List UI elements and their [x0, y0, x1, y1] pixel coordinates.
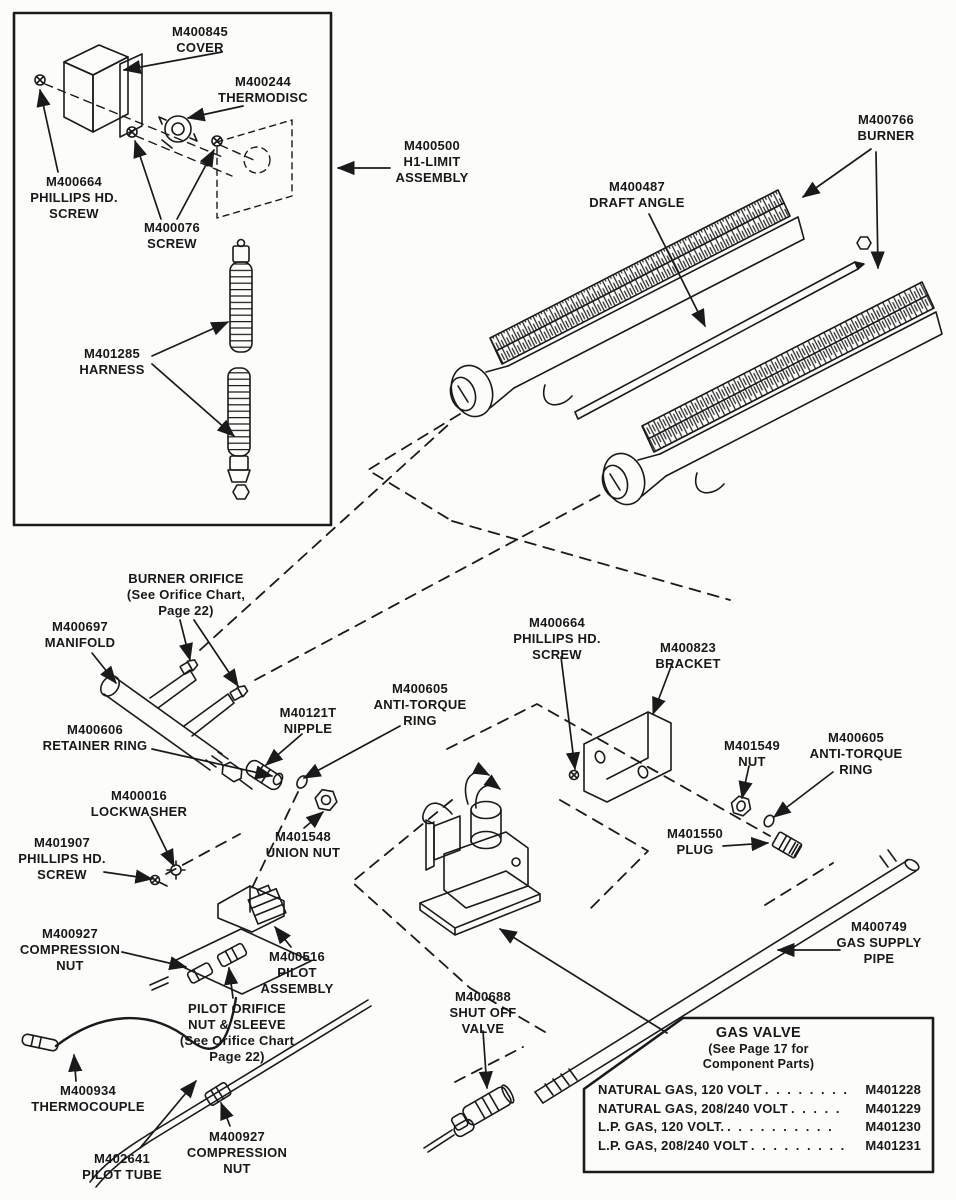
part-label-line: UNION NUT — [265, 845, 341, 860]
pilot-assembly-drawing — [218, 883, 286, 932]
part-label-line: COVER — [176, 40, 224, 55]
part-label-line: COMPRESSION — [19, 942, 121, 957]
part-label-line: M400823 — [660, 640, 716, 655]
part-label-line: MANIFOLD — [44, 635, 116, 650]
thermocouple-drawing — [21, 998, 236, 1052]
part-label-line: PILOT — [277, 965, 317, 980]
part-label-line: M400934 — [60, 1083, 116, 1098]
part-label-line: ASSEMBLY — [395, 170, 469, 185]
screw-alignment-dashed — [45, 84, 256, 176]
part-label-line: M400076 — [144, 220, 200, 235]
part-label-line: THERMODISC — [218, 90, 308, 105]
part-label-line: BRACKET — [655, 656, 721, 671]
gas-valve-subtitle-1: (See Page 17 for — [708, 1042, 809, 1056]
part-label-line: M400697 — [52, 619, 108, 634]
part-label-line: BURNER — [857, 128, 915, 143]
part-label-line: NIPPLE — [283, 721, 333, 736]
part-label-line: M401285 — [84, 346, 140, 361]
part-label-line: ANTI-TORQUE — [809, 746, 903, 761]
part-label-line: NUT — [738, 754, 766, 769]
part-label-line: M40121T — [279, 705, 337, 720]
part-label-line: H1-LIMIT — [403, 154, 461, 169]
part-label-line: PLUG — [676, 842, 714, 857]
part-label-line: PILOT ORIFICE — [188, 1001, 286, 1016]
part-label-line: COMPRESSION — [186, 1145, 288, 1160]
part-label-line: Page 22) — [209, 1049, 265, 1064]
part-label-line: M400606 — [67, 722, 123, 737]
part-label-line: (See Orifice Chart, — [126, 587, 246, 602]
part-label-line: ASSEMBLY — [260, 981, 334, 996]
shut-off-valve-drawing — [424, 1084, 516, 1152]
gas-valve-row-dots: . . . . . . . . . . — [727, 1119, 834, 1134]
retainer-ring-drawing — [272, 772, 285, 786]
part-label-line: M400766 — [858, 112, 914, 127]
part-label-line: NUT — [223, 1161, 251, 1176]
gas-valve-row-name: NATURAL GAS, 208/240 VOLT — [598, 1100, 788, 1116]
part-label-line: PHILLIPS HD. — [513, 631, 601, 646]
thermodisc-drawing — [159, 116, 197, 148]
part-label-line: PHILLIPS HD. — [18, 851, 106, 866]
gas-valve-row — [598, 1100, 921, 1119]
part-label-line: M400845 — [172, 24, 228, 39]
part-label-line: HARNESS — [79, 362, 145, 377]
mounting-plate-dashed — [217, 120, 292, 218]
gas-valve-title: GAS VALVE — [715, 1025, 802, 1041]
hi-limit-inset-box — [14, 13, 331, 525]
gas-valve-row-part: M401231 — [865, 1137, 921, 1153]
part-label-line: M400749 — [851, 919, 907, 934]
harness-drawing — [228, 240, 252, 500]
part-label-line: RETAINER RING — [42, 738, 148, 753]
part-label-line: SCREW — [49, 206, 99, 221]
part-label-line: SCREW — [37, 867, 87, 882]
gas-valve-row — [598, 1137, 921, 1156]
phillips-screw-2-drawing — [151, 876, 168, 887]
part-label-line: M400605 — [828, 730, 884, 745]
gas-valve-row-dots: . . . . . — [790, 1100, 842, 1116]
phillips-screw-3-drawing — [570, 771, 579, 780]
part-label-line: M401907 — [34, 835, 90, 850]
part-label-line: ANTI-TORQUE — [373, 697, 467, 712]
part-label-line: M401548 — [275, 829, 331, 844]
gas-valve-row-name: NATURAL GAS, 120 VOLT — [598, 1082, 762, 1097]
part-label-line: GAS SUPPLY — [836, 935, 922, 950]
gas-valve-subtitle-2: Component Parts) — [702, 1057, 815, 1071]
burner-orifice-fitting-1 — [179, 658, 198, 676]
gas-valve-drawing — [420, 772, 540, 935]
gas-valve-callout — [584, 1018, 933, 1172]
part-label-line: M400244 — [235, 74, 291, 89]
part-label-line: DRAFT ANGLE — [589, 195, 685, 210]
burner-mount-nut — [857, 237, 871, 249]
gas-valve-row — [598, 1118, 921, 1137]
harness-nut — [233, 485, 249, 499]
gas-valve-row-name: L.P. GAS, 208/240 VOLT — [598, 1137, 748, 1153]
part-label-line: M401549 — [724, 738, 780, 753]
part-label-line: LOCKWASHER — [90, 804, 188, 819]
part-label-line: M400016 — [111, 788, 167, 803]
gas-valve-row-dots: . . . . . . . . . — [750, 1137, 847, 1153]
burner-orifice-fitting-2 — [229, 684, 248, 702]
bracket-drawing — [584, 712, 671, 802]
part-label-line: M402641 — [94, 1151, 150, 1166]
part-label-line: PILOT TUBE — [82, 1167, 162, 1182]
part-label-line: M400927 — [42, 926, 98, 941]
part-label-line: (See Orifice Chart — [179, 1033, 295, 1048]
cover-drawing — [64, 45, 142, 137]
part-label-line: SCREW — [147, 236, 197, 251]
gas-valve-row-part: M401230 — [865, 1119, 921, 1134]
part-label-line: M400688 — [455, 989, 511, 1004]
part-label-line: M400664 — [46, 174, 102, 189]
part-label-line: BURNER ORIFICE — [128, 571, 244, 586]
gas-valve-row-name: L.P. GAS, 120 VOLT. — [598, 1119, 725, 1134]
part-label-line: M400605 — [392, 681, 448, 696]
gas-valve-part-list — [598, 1081, 921, 1155]
part-label-line: SCREW — [532, 647, 582, 662]
part-label-line: SHUT OFF — [449, 1005, 517, 1020]
part-label-line: RING — [403, 713, 437, 728]
part-label-line: THERMOCOUPLE — [31, 1099, 145, 1114]
part-label-line: M401550 — [667, 826, 723, 841]
part-label-line: M400487 — [609, 179, 665, 194]
part-label-line: Page 22) — [158, 603, 214, 618]
part-label-line: M400664 — [529, 615, 585, 630]
union-nut-drawing — [314, 789, 339, 812]
part-label-line: NUT & SLEEVE — [188, 1017, 286, 1032]
gas-valve-row-dots: . . . . . . . . — [764, 1082, 850, 1097]
part-label-line: M400500 — [404, 138, 460, 153]
part-label-line: M400516 — [269, 949, 325, 964]
plug-drawing — [772, 832, 803, 859]
gas-valve-row-part: M401228 — [865, 1082, 921, 1097]
part-label-line: VALVE — [461, 1021, 505, 1036]
anti-torque-ring-2-drawing — [762, 814, 776, 829]
part-label-line: RING — [839, 762, 873, 777]
part-label-line: PIPE — [863, 951, 895, 966]
lockwasher-drawing — [167, 861, 185, 879]
part-label-line: M400927 — [209, 1129, 265, 1144]
gas-valve-row-part: M401229 — [865, 1100, 921, 1116]
pilot-tube-drawing — [90, 1000, 371, 1187]
gas-valve-row — [598, 1081, 921, 1100]
part-label-line: PHILLIPS HD. — [30, 190, 118, 205]
manifold-drawing — [97, 670, 252, 789]
part-label-line: NUT — [56, 958, 84, 973]
